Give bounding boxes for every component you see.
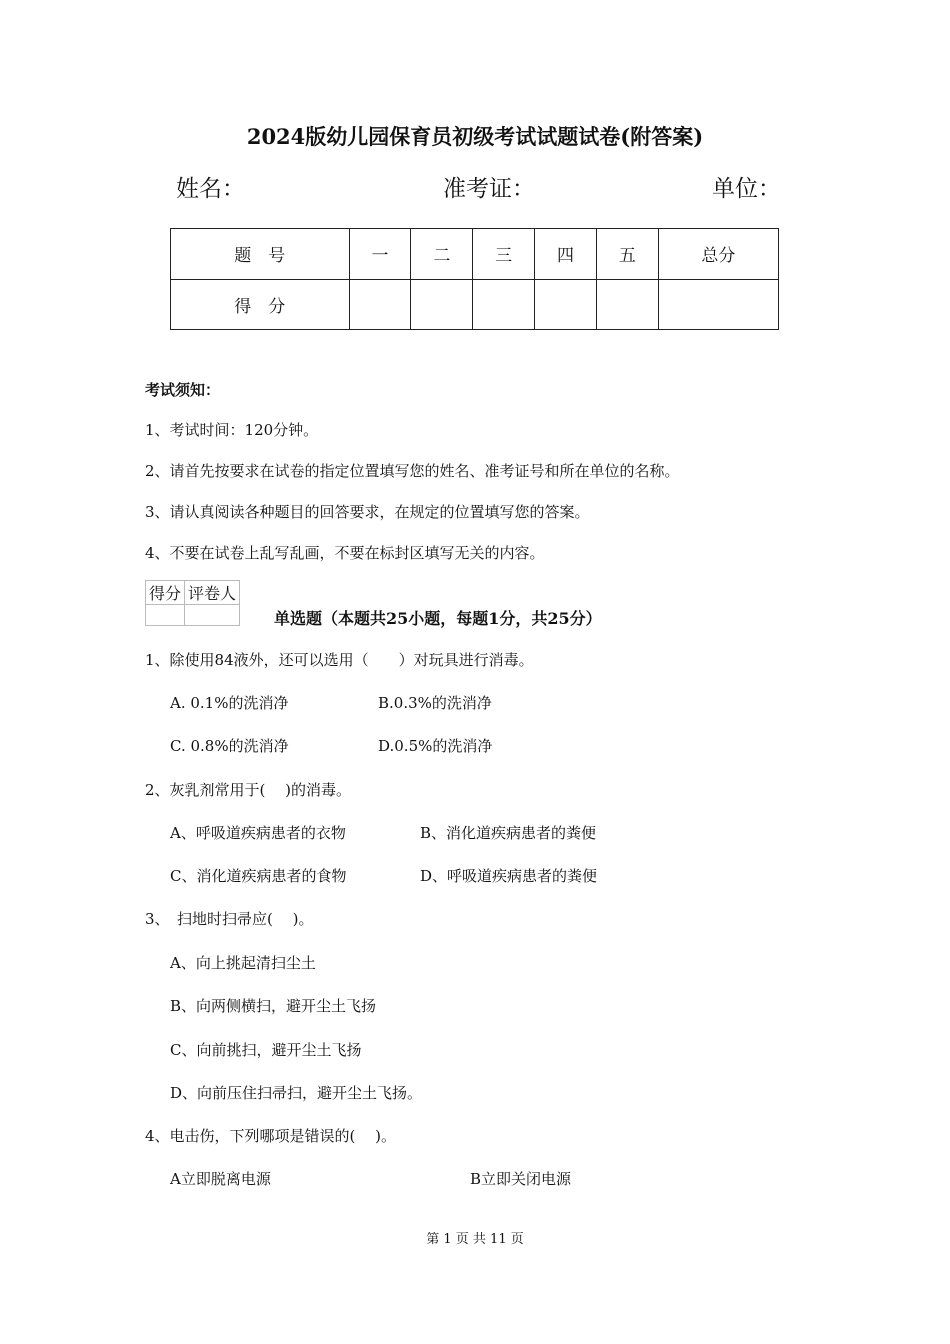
question-option: B.0.3%的洗消净 xyxy=(378,694,492,712)
score-table xyxy=(170,228,779,330)
question-option: A、向上挑起清扫尘土 xyxy=(170,954,316,972)
unit-field-label: 单位： xyxy=(712,176,781,202)
question-option: A. 0.1%的洗消净 xyxy=(170,694,289,712)
notice-heading: 考试须知： xyxy=(145,381,221,399)
score-input-cell[interactable] xyxy=(349,279,411,330)
score-table-cell: 三 xyxy=(473,229,535,280)
exam-id-field-label: 准考证： xyxy=(443,176,535,202)
question-option: A、呼吸道疾病患者的衣物 xyxy=(170,824,346,842)
grader-box-score-label: 得分 xyxy=(146,581,185,605)
score-table-cell: 总分 xyxy=(658,229,778,280)
question-option: D、向前压住扫帚扫，避开尘土飞扬。 xyxy=(170,1084,423,1102)
question-option: D、呼吸道疾病患者的粪便 xyxy=(420,867,598,885)
grader-box xyxy=(145,580,240,626)
score-input-cell[interactable] xyxy=(411,279,473,330)
question-option: C、向前挑扫，避开尘土飞扬 xyxy=(170,1041,362,1059)
score-table-cell: 四 xyxy=(535,229,597,280)
question-option: A立即脱离电源 xyxy=(170,1170,271,1188)
score-table-score-row xyxy=(171,279,779,330)
score-table-cell: 一 xyxy=(349,229,411,280)
score-input-cell[interactable] xyxy=(535,279,597,330)
question-option: C. 0.8%的洗消净 xyxy=(170,737,289,755)
grader-box-grader-label: 评卷人 xyxy=(185,581,240,605)
question-stem: 3、 扫地时扫帚应( )。 xyxy=(145,910,314,928)
question-option: D.0.5%的洗消净 xyxy=(378,737,493,755)
question-option: C、消化道疾病患者的食物 xyxy=(170,867,347,885)
question-stem: 2、灰乳剂常用于( )的消毒。 xyxy=(145,781,352,799)
score-input-cell[interactable] xyxy=(658,279,778,330)
question-option: B、向两侧横扫，避开尘土飞扬 xyxy=(170,997,377,1015)
score-input-cell[interactable] xyxy=(596,279,658,330)
notice-item: 1、考试时间：120分钟。 xyxy=(145,421,319,439)
score-table-cell: 五 xyxy=(596,229,658,280)
score-input-cell[interactable] xyxy=(473,279,535,330)
grader-box-score-cell[interactable] xyxy=(146,605,185,626)
grader-box-grader-cell[interactable] xyxy=(185,605,240,626)
document-title: 2024版幼儿园保育员初级考试试题试卷(附答案) xyxy=(246,124,704,149)
score-table-header-row xyxy=(171,229,779,280)
question-stem: 4、电击伤，下列哪项是错误的( )。 xyxy=(145,1127,397,1145)
page-footer: 第 1 页 共 11 页 xyxy=(426,1232,524,1247)
score-table-cell: 二 xyxy=(411,229,473,280)
score-table-cell: 题 号 xyxy=(171,229,350,280)
question-option: B立即关闭电源 xyxy=(470,1170,572,1188)
notice-item: 2、请首先按要求在试卷的指定位置填写您的姓名、准考证号和所在单位的名称。 xyxy=(145,462,680,480)
section-title: 单选题（本题共25小题，每题1分，共25分） xyxy=(274,609,602,628)
score-row-label: 得 分 xyxy=(171,279,350,330)
notice-item: 4、不要在试卷上乱写乱画，不要在标封区填写无关的内容。 xyxy=(145,544,545,562)
notice-item: 3、请认真阅读各种题目的回答要求，在规定的位置填写您的答案。 xyxy=(145,503,590,521)
question-option: B、消化道疾病患者的粪便 xyxy=(420,824,597,842)
question-stem: 1、除使用84液外，还可以选用（ ）对玩具进行消毒。 xyxy=(145,651,534,669)
name-field-label: 姓名： xyxy=(176,176,245,202)
